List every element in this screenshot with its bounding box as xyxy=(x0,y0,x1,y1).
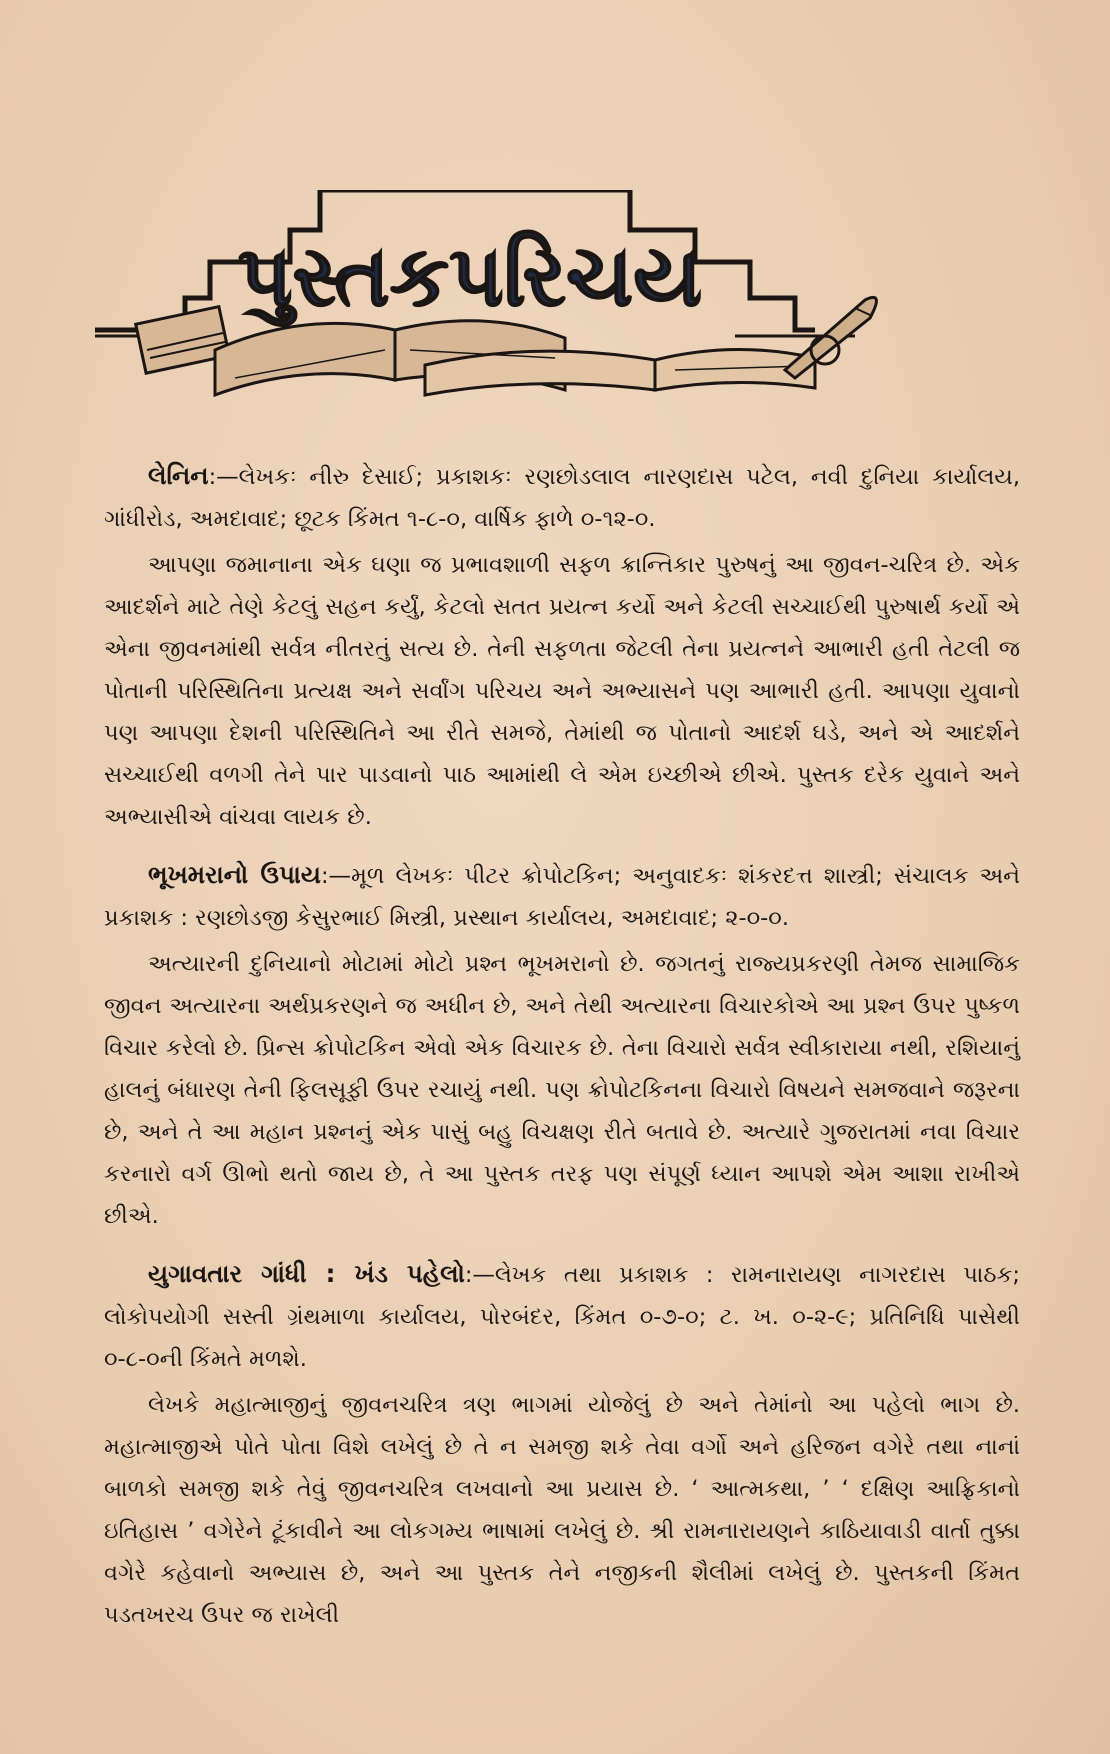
header-title: પુસ્તકપરિચય xyxy=(237,227,703,325)
review-title: ભૂખમરાનો ઉપાય xyxy=(148,860,321,889)
review-list xyxy=(104,455,1020,1652)
review-meta: :—લેખક તથા પ્રકાશક : રામનારાયણ નાગરદાસ પાઠક; લોકોપયોગી સસ્તી ગ્રંથમાળા કાર્યાલય, પોરબંદર, કિંમત ૦-૭-૦; ટ. ખ. ૦-૨-૯; પ્રતિનિધિ પાસેથી ૦-૮-૦ની કિંમતે મળશે. xyxy=(104,1262,1020,1372)
review-title: યુગાવતાર ગાંધી : ખંડ પહેલો xyxy=(148,1259,465,1288)
review-meta: :—લેખકઃ નીરુ દેસાઈ; પ્રકાશકઃ રણછોડલાલ નારણદાસ પટેલ, નવી દુનિયા કાર્યાલય, ગાંધીરોડ, અમદાવાદ; છૂટક કિંમત ૧-૮-૦, વાર્ષિક ફાળે ૦-૧૨-૦. xyxy=(104,464,1020,532)
review-heading xyxy=(104,854,1020,939)
review-body: લેખકે મહાત્માજીનું જીવનચરિત્ર ત્રણ ભાગમાં યોજેલું છે અને તેમાંનો આ પહેલો ભાગ છે. મહાત્માજીએ પોતે પોતા વિશે લખેલું છે તે ન સમજી શકે તેવા વર્ગો અને હરિજન વગેરે તથા નાનાં બાળકો સમજી શકે તેવું જીવનચરિત્ર લખવાનો આ પ્રયાસ છે. ‘ આત્મકથા, ’ ‘ દક્ષિણ આફ્રિકાનો ઇતિહાસ ’ વગેરેને ટૂંકાવીને આ લોકગમ્ય ભાષામાં લખેલું છે. શ્રી રામનારાયણને કાઠિયાવાડી વાર્તા તુક્કા વગેરે કહેવાનો અભ્યાસ છે, અને આ પુસ્તક તેને નજીકની શૈલીમાં લખેલું છે. પુસ્તકની કિંમત પડતખરચ ઉપર જ રાખેલી xyxy=(104,1392,1020,1628)
review-meta: :—મૂળ લેખકઃ પીટર ક્રોપોટકિન; અનુવાદકઃ શંકરદત્ત શાસ્ત્રી; સંચાલક અને પ્રકાશક : રણછોડજી કેસુરભાઈ મિસ્ત્રી, પ્રસ્થાન કાર્યાલય, અમદાવાદ; ૨-૦-૦. xyxy=(104,863,1020,931)
review-body: આપણા જમાનાના એક ઘણા જ પ્રભાવશાળી સફળ ક્રાન્તિકાર પુરુષનું આ જીવન-ચરિત્ર છે. એક આદર્શને માટે તેણે કેટલું સહન કર્યું, કેટલો સતત પ્રયત્ન કર્યો અને કેટલી સચ્ચાઈથી પુરુષાર્થ કર્યો એ એના જીવનમાંથી સર્વત્ર નીતરતું સત્ય છે. તેની સફળતા જેટલી તેના પ્રયત્નને આભારી હતી તેટલી જ પોતાની પરિસ્થિતિના પ્રત્યક્ષ અને સર્વાંગ પરિચય અને અભ્યાસને પણ આભારી હતી. આપણા યુવાનો પણ આપણા દેશની પરિસ્થિતિને આ રીતે સમજે, તેમાંથી જ પોતાનો આદર્શ ઘડે, અને એ આદર્શને સચ્ચાઈથી વળગી તેને પાર પાડવાનો પાઠ આમાંથી લે એમ ઇચ્છીએ છીએ. પુસ્તક દરેક યુવાને અને અભ્યાસીએ વાંચવા લાયક છે. xyxy=(104,552,1020,830)
review-heading xyxy=(104,455,1020,540)
quill-icon xyxy=(785,297,876,378)
review-heading xyxy=(104,1253,1020,1380)
header-illustration xyxy=(95,190,955,435)
review-body: અત્યારની દુનિયાનો મોટામાં મોટો પ્રશ્ન ભૂખમરાનો છે. જગતનું રાજ્યપ્રકરણી તેમજ સામાજિક જીવન અત્યારના અર્થપ્રકરણને જ અધીન છે, અને તેથી અત્યારના વિચારકોએ આ પ્રશ્ન ઉપર પુષ્કળ વિચાર કરેલો છે. પ્રિન્સ ક્રોપોટકિન એવો એક વિચારક છે. તેના વિચારો સર્વત્ર સ્વીકારાયા નથી, રશિયાનું હાલનું બંધારણ તેની ફિલસૂફી ઉપર રચાયું નથી. પણ ક્રોપોટકિનના વિચારો વિષયને સમજવાને જરૂરના છે, અને તે આ મહાન પ્રશ્નનું એક પાસું બહુ વિચક્ષણ રીતે બતાવે છે. અત્યારે ગુજરાતમાં નવા વિચાર કરનારો વર્ગ ઊભો થતો જાય છે, તે આ પુસ્તક તરફ પણ સંપૂર્ણ ધ્યાન આપશે એમ આશા રાખીએ છીએ. xyxy=(104,951,1020,1229)
review-title: લેનિન xyxy=(148,461,209,490)
